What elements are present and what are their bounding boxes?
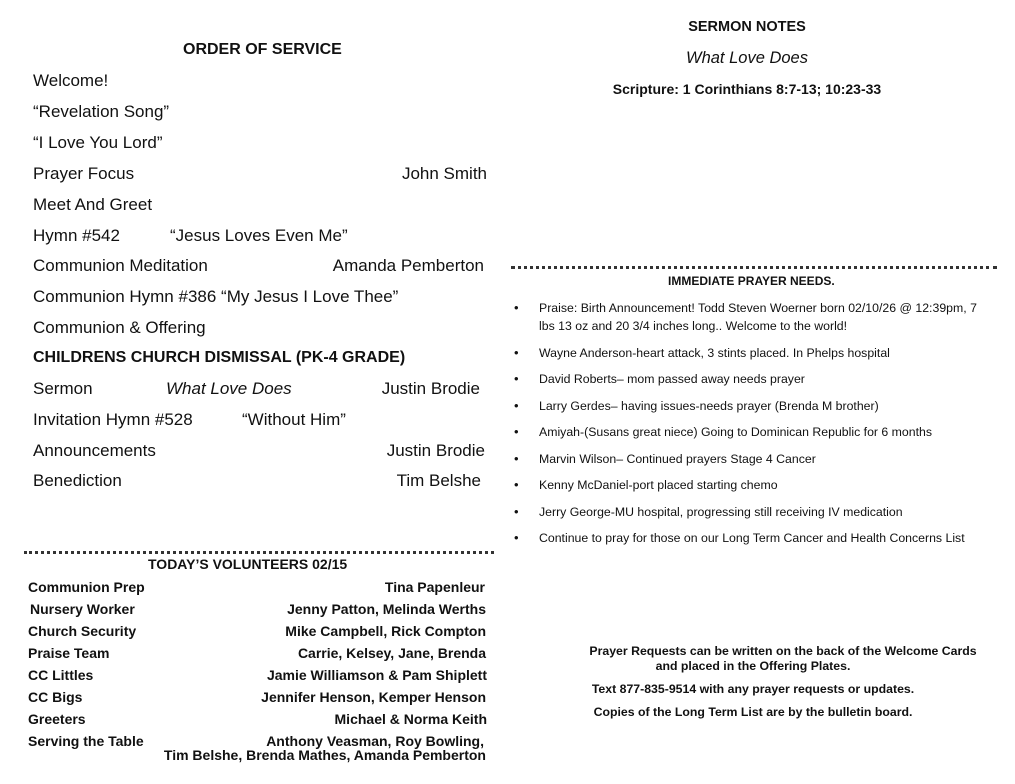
order-item-person: Justin Brodie xyxy=(381,379,480,398)
prayer-item: • Larry Gerdes– having issues-needs prayer (Brenda M brother) xyxy=(512,397,978,415)
order-item-song: “Without Him” xyxy=(242,410,346,429)
prayer-item: • Jerry George-MU hospital, progressing still receiving IV medication xyxy=(512,503,978,521)
volunteer-role: Greeters xyxy=(28,711,86,727)
order-item-name: Invitation Hymn #528 xyxy=(33,410,193,429)
prayer-needs-heading: IMMEDIATE PRAYER NEEDS. xyxy=(668,274,835,288)
volunteer-role: CC Bigs xyxy=(28,689,83,705)
prayer-item: • Marvin Wilson– Continued prayers Stage 4 Cancer xyxy=(512,450,978,468)
order-item-person: Justin Brodie xyxy=(386,441,485,460)
order-item-person: Tim Belshe xyxy=(396,471,481,490)
volunteer-names: Mike Campbell, Rick Compton xyxy=(285,623,486,639)
childrens-church-dismissal: CHILDRENS CHURCH DISMISSAL (PK-4 GRADE) xyxy=(33,349,406,366)
prayer-request-note-continued: and placed in the Offering Plates. xyxy=(655,659,851,673)
sermon-title: What Love Does xyxy=(166,379,292,398)
order-item-name: Benediction xyxy=(33,471,122,490)
prayer-divider xyxy=(511,266,997,269)
order-of-service-title: ORDER OF SERVICE xyxy=(183,41,342,58)
prayer-item: • David Roberts– mom passed away needs prayer xyxy=(512,370,978,388)
volunteer-role: Serving the Table xyxy=(28,733,144,749)
sermon-notes-title: What Love Does xyxy=(686,49,808,67)
prayer-request-note: Prayer Requests can be written on the back of the Welcome Cards xyxy=(589,644,977,658)
order-item-name: Announcements xyxy=(33,441,156,460)
volunteer-names: Jennifer Henson, Kemper Henson xyxy=(261,689,486,705)
order-item-person: Amanda Pemberton xyxy=(332,256,484,275)
order-item-name: Sermon xyxy=(33,379,93,398)
volunteer-names: Tina Papenleur xyxy=(384,579,485,595)
prayer-item: • Wayne Anderson-heart attack, 3 stints placed. In Phelps hospital xyxy=(512,344,978,362)
volunteer-names: Anthony Veasman, Roy Bowling, xyxy=(266,733,484,749)
long-term-list-note: Copies of the Long Term List are by the bulletin board. xyxy=(593,705,913,719)
order-item-name: Communion Meditation xyxy=(33,256,208,275)
prayer-list xyxy=(512,299,978,556)
volunteer-names: Carrie, Kelsey, Jane, Brenda xyxy=(297,645,486,661)
volunteer-role: Nursery Worker xyxy=(30,601,135,617)
order-item-person: John Smith xyxy=(401,164,487,183)
volunteer-names: Jamie Williamson & Pam Shiplett xyxy=(266,667,487,683)
volunteer-names: Jenny Patton, Melinda Werths xyxy=(287,601,486,617)
order-item-name: Meet And Greet xyxy=(33,195,153,214)
order-item-name: Communion & Offering xyxy=(33,318,206,337)
scripture-reference: Scripture: 1 Corinthians 8:7-13; 10:23-33 xyxy=(612,81,882,97)
volunteer-role: Communion Prep xyxy=(28,579,145,595)
prayer-item: • Praise: Birth Announcement! Todd Steven Woerner born 02/10/26 @ 12:39pm, 7 lbs 13 oz and 20 3/4 inches long.. Welcome to the world! xyxy=(512,299,978,335)
order-item-name: Welcome! xyxy=(33,71,109,90)
order-item-name: Hymn #542 xyxy=(33,226,120,245)
volunteer-role: Church Security xyxy=(28,623,137,639)
volunteers-divider xyxy=(24,551,494,554)
prayer-item: • Continue to pray for those on our Long Term Cancer and Health Concerns List xyxy=(512,529,978,547)
volunteer-names-continued: Tim Belshe, Brenda Mathes, Amanda Pemberton xyxy=(163,747,486,763)
text-line-note: Text 877-835-9514 with any prayer requests or updates. xyxy=(591,682,915,696)
volunteer-names: Michael & Norma Keith xyxy=(334,711,487,727)
order-item-name: “I Love You Lord” xyxy=(33,133,163,152)
prayer-item: • Kenny McDaniel-port placed starting chemo xyxy=(512,476,978,494)
order-item-song: “Jesus Loves Even Me” xyxy=(170,226,348,245)
volunteer-role: CC Littles xyxy=(28,667,94,683)
order-item-name: Communion Hymn #386 “My Jesus I Love Thee” xyxy=(33,287,399,306)
volunteers-title: TODAY’S VOLUNTEERS 02/15 xyxy=(148,556,348,572)
sermon-notes-heading: SERMON NOTES xyxy=(688,19,806,35)
volunteer-role: Praise Team xyxy=(28,645,110,661)
prayer-item: • Amiyah-(Susans great niece) Going to Dominican Republic for 6 months xyxy=(512,423,978,441)
order-item-name: “Revelation Song” xyxy=(33,102,170,121)
order-item-name: Prayer Focus xyxy=(33,164,135,183)
